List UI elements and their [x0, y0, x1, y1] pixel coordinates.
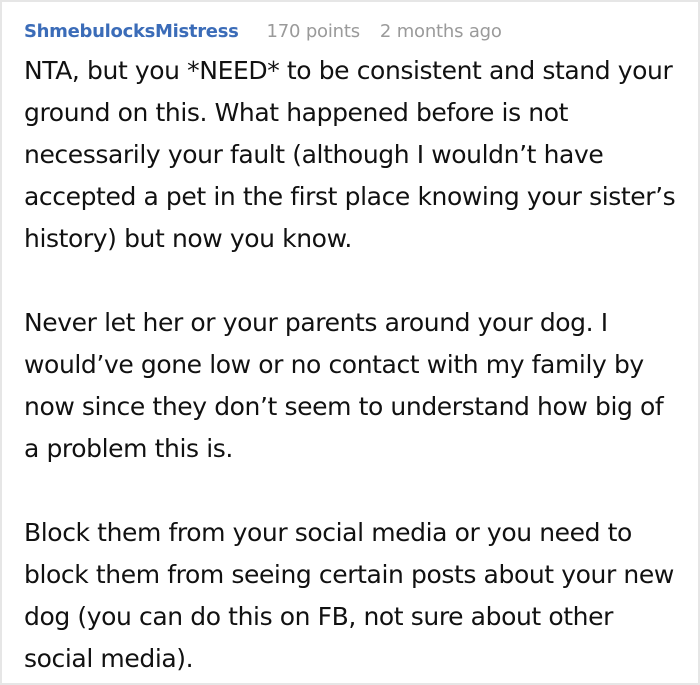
comment-paragraph: Never let her or your parents around your dog. I would’ve gone low or no contact with my family by now since they don’t seem to understand how big of a problem this is.	[24, 308, 664, 463]
comment-body	[24, 50, 684, 680]
author-username-link[interactable]: ShmebulocksMistress	[24, 21, 239, 42]
comment-paragraph: Block them from your social media or you need to block them from seeing certain posts about your new dog (you can do this on FB, not sure about other social media).	[24, 518, 674, 673]
comment-paragraph: NTA, but you *NEED* to be consistent and stand your ground on this. What happened before is not necessarily your fault (although I wouldn’t have accepted a pet in the first place knowing your sister’s history) but now you know.	[24, 56, 676, 253]
comment-timestamp: 2 months ago	[379, 21, 502, 42]
points-count: 170 points	[266, 21, 360, 42]
comment-header	[24, 18, 502, 46]
